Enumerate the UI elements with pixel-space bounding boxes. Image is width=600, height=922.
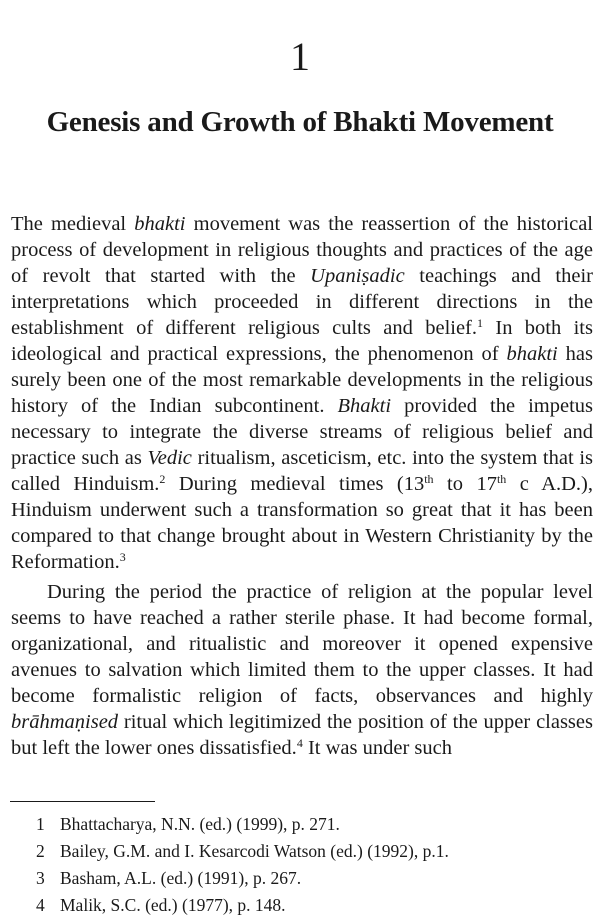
footnote xyxy=(36,811,576,838)
text-run: During the period the practice of religion at the popular level seems to have reached a rather sterile phase. It had become formal, organizational, and ritualistic and moreover it opened expensive avenues to salvation which limited them to the upper classes. It had become formalistic religion of facts, observances and highly xyxy=(11,581,593,707)
footnote-ref: 4 xyxy=(296,736,303,750)
text-run: The medieval xyxy=(11,213,135,235)
text-run: movement was the reassertion of the historical process of development in religious thoughts and practices of the age of revolt that started with the xyxy=(11,213,593,287)
chapter-number: 1 xyxy=(290,34,310,79)
footnote-number: 2 xyxy=(36,841,45,861)
chapter-title: Genesis and Growth of Bhakti Movement xyxy=(46,106,554,138)
paragraph-1 xyxy=(11,211,593,575)
footnotes xyxy=(36,811,576,919)
italic-term: Vedic xyxy=(147,447,192,469)
italic-term: Upaniṣadic xyxy=(310,265,405,287)
text-run: c A.D.), Hinduism underwent such a transformation so great that it has been compared to that change brought about in Western Christianity by the Reformation. xyxy=(11,473,594,573)
footnote-text: Bailey, G.M. and I. Kesarcodi Watson (ed.) (1992), p.1. xyxy=(60,841,449,861)
footnote-ref: th xyxy=(496,472,507,486)
footnote-number: 4 xyxy=(36,895,45,915)
text-run: provided the impetus necessary to integrate the diverse streams of religious belief and practice such as xyxy=(11,395,593,469)
italic-term: bhakti xyxy=(506,343,558,365)
body-text xyxy=(11,211,593,761)
paragraph-2 xyxy=(11,579,593,761)
text-run: has surely been one of the most remarkable developments in the religious history of the Indian subcontinent. xyxy=(11,343,594,417)
footnote-ref: 2 xyxy=(159,472,166,486)
footnote xyxy=(36,892,576,919)
footnote-ref: 1 xyxy=(477,316,484,330)
text-run: It was under such xyxy=(302,737,452,759)
text-run: to 17 xyxy=(433,473,497,495)
footnote xyxy=(36,865,576,892)
footnote-rule xyxy=(10,801,155,802)
footnote-ref: th xyxy=(424,472,434,486)
footnote xyxy=(36,838,576,865)
footnote-text: Basham, A.L. (ed.) (1991), p. 267. xyxy=(60,868,302,888)
text-run: ritual which legitimized the position of the upper classes but left the lower ones dissatisfied. xyxy=(11,711,593,759)
footnote-text: Bhattacharya, N.N. (ed.) (1999), p. 271. xyxy=(60,814,340,834)
footnote-number: 3 xyxy=(36,868,45,888)
footnote-text: Malik, S.C. (ed.) (1977), p. 148. xyxy=(60,895,286,915)
italic-term: brāhmaṇised xyxy=(11,711,119,733)
footnote-ref: 3 xyxy=(119,550,126,564)
footnote-number: 1 xyxy=(36,814,45,834)
italic-term: bhakti xyxy=(134,213,186,235)
text-run: teachings and their interpretations which proceeded in different directions in the establishment of different religious cults and belief. xyxy=(11,265,593,339)
text-run: In both its ideological and practical expressions, the phenomenon of xyxy=(11,317,593,365)
text-run: ritualism, asceticism, etc. into the system that is called Hinduism. xyxy=(11,447,593,495)
italic-term: Bhakti xyxy=(337,395,392,417)
text-run: During medieval times (13 xyxy=(165,473,425,495)
